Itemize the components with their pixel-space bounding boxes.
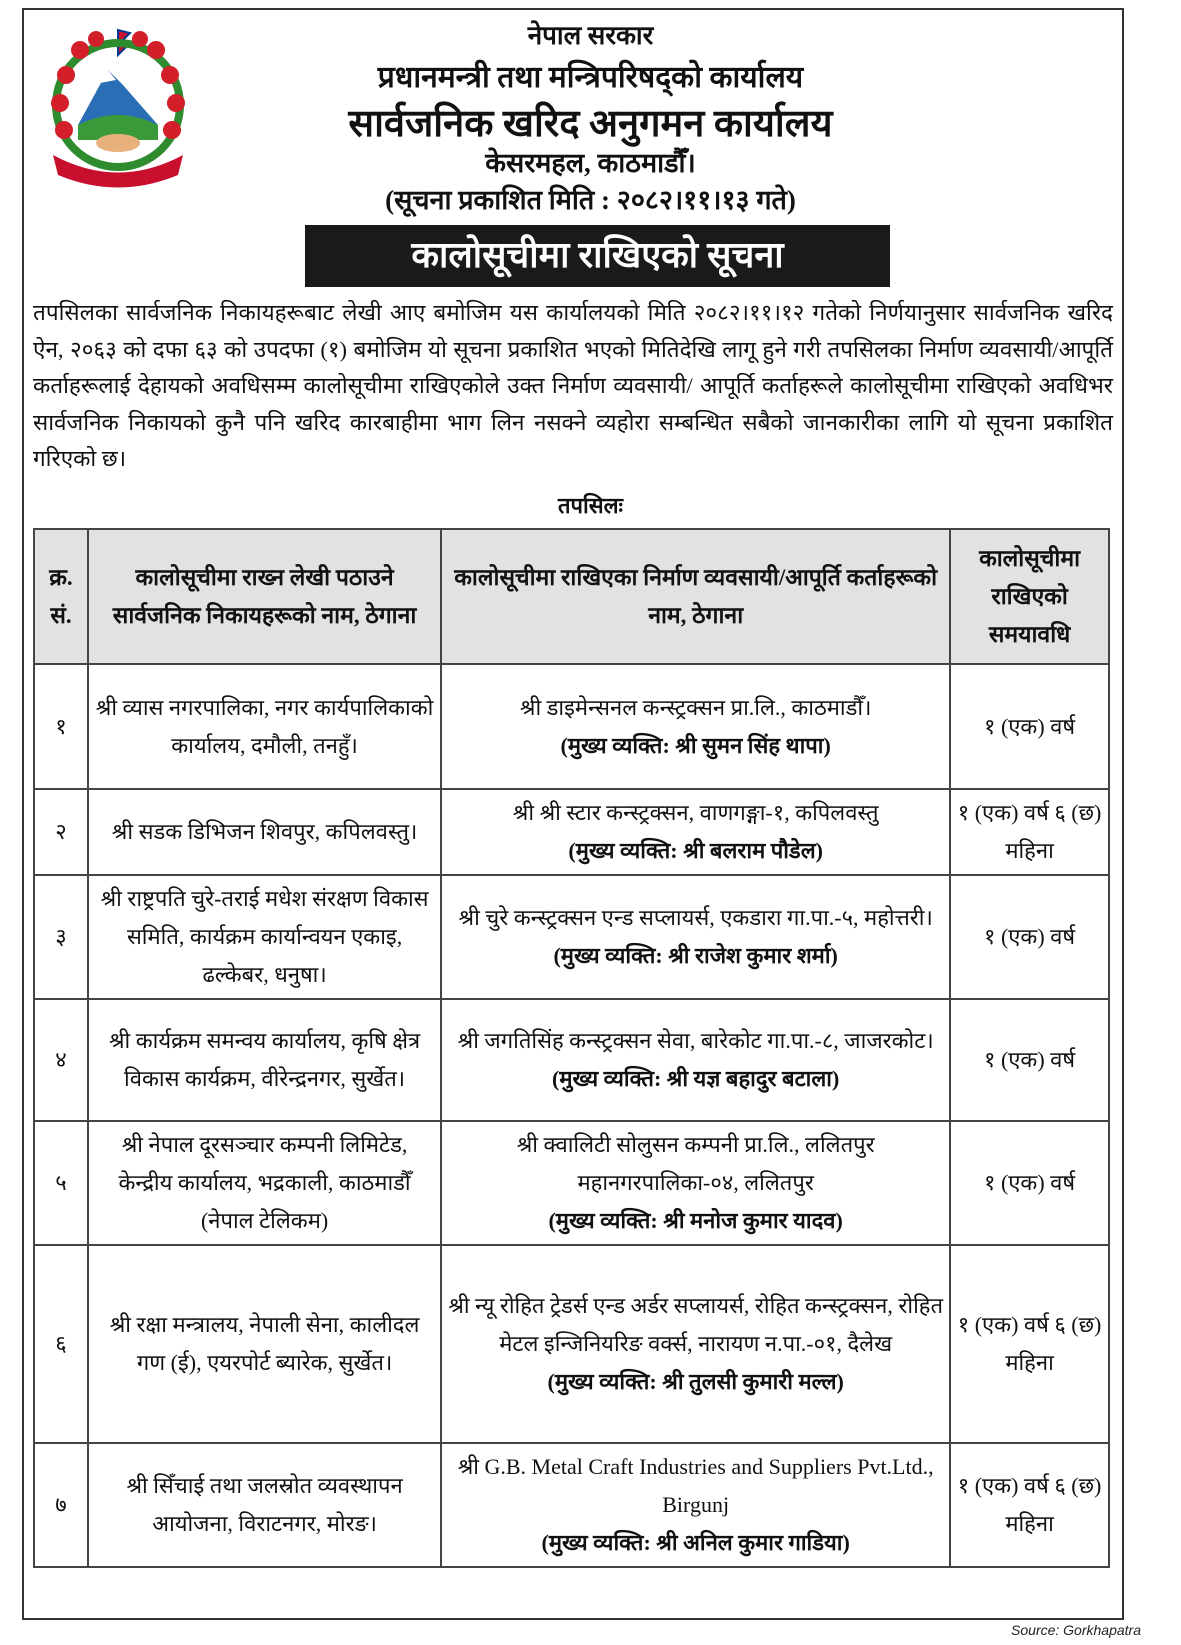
table-row — [34, 1121, 1109, 1245]
row-serial: ६ — [34, 1245, 88, 1443]
row-firm-cell — [441, 1121, 950, 1245]
row-firm-cell — [441, 999, 950, 1121]
table-row — [34, 999, 1109, 1121]
row-firm: श्री क्वालिटी सोलुसन कम्पनी प्रा.लि., ललितपुर महानगरपालिका-०४, ललितपुर — [516, 1132, 875, 1195]
table-header-row — [34, 529, 1109, 664]
table-row — [34, 1443, 1109, 1567]
row-firm: श्री डाइमेन्सनल कन्स्ट्रक्सन प्रा.लि., काठमाडौँ। — [519, 694, 872, 720]
row-firm: श्री G.B. Metal Craft Industries and Suppliers Pvt.Ltd., Birgunj — [457, 1454, 934, 1517]
row-firm: श्री न्यू रोहित ट्रेडर्स एन्ड अर्डर सप्लायर्स, रोहित कन्स्ट्रक्सन, रोहित मेटल इन्जिनियरिङ वर्क्स, नारायण न.पा.-०१, दैलेख — [448, 1293, 943, 1356]
row-entity: श्री सडक डिभिजन शिवपुर, कपिलवस्तु। — [88, 789, 441, 875]
row-key-person: (मुख्य व्यक्ति: श्री राजेश कुमार शर्मा) — [553, 943, 838, 968]
row-entity: श्री कार्यक्रम समन्वय कार्यालय, कृषि क्षेत्र विकास कार्यक्रम, वीरेन्द्रनगर, सुर्खेत। — [88, 999, 441, 1121]
table-row — [34, 875, 1109, 999]
table-row — [34, 664, 1109, 789]
row-serial: ३ — [34, 875, 88, 999]
row-firm: श्री चुरे कन्स्ट्रक्सन एन्ड सप्लायर्स, एकडारा गा.पा.-५, महोत्तरी। — [458, 905, 933, 930]
government-name: नेपाल सरकार — [527, 21, 654, 50]
publish-date: (सूचना प्रकाशित मिति : २०८२।११।१३ गते) — [385, 185, 796, 215]
table-row — [34, 789, 1109, 875]
row-serial: ७ — [34, 1443, 88, 1567]
header-firm: कालोसूचीमा राखिएका निर्माण व्यवसायी/आपूर्ति कर्ताहरूको नाम, ठेगाना — [441, 529, 950, 664]
ministry-name: प्रधानमन्त्री तथा मन्त्रिपरिषद्को कार्यालय — [377, 61, 804, 94]
row-entity: श्री व्यास नगरपालिका, नगर कार्यपालिकाको कार्यालय, दमौली, तनहुँ। — [88, 664, 441, 789]
row-firm: श्री जगतिसिंह कन्स्ट्रक्सन सेवा, बारेकोट गा.पा.-८, जाजरकोट। — [457, 1028, 934, 1053]
row-firm: श्री श्री स्टार कन्स्ट्रक्सन, वाणगङ्गा-१, कपिलवस्तु — [512, 800, 879, 825]
row-serial: २ — [34, 789, 88, 875]
row-entity: श्री रक्षा मन्त्रालय, नेपाली सेना, कालीदल गण (ई), एयरपोर्ट ब्यारेक, सुर्खेत। — [88, 1245, 441, 1443]
table-row — [34, 1245, 1109, 1443]
row-firm-cell — [441, 664, 950, 789]
office-name: सार्वजनिक खरिद अनुगमन कार्यालय — [348, 103, 833, 145]
row-period: १ (एक) वर्ष ६ (छ) महिना — [950, 1245, 1109, 1443]
row-key-person: (मुख्य व्यक्ति: श्री यज्ञ बहादुर बटाला) — [552, 1066, 840, 1091]
row-serial: १ — [34, 664, 88, 789]
row-period: १ (एक) वर्ष — [950, 999, 1109, 1121]
row-entity: श्री नेपाल दूरसञ्चार कम्पनी लिमिटेड, केन्द्रीय कार्यालय, भद्रकाली, काठमाडौँ (नेपाल टेलिकम) — [88, 1121, 441, 1245]
row-entity: श्री राष्ट्रपति चुरे-तराई मधेश संरक्षण विकास समिति, कार्यक्रम कार्यान्वयन एकाइ, ढल्केबर, धनुषा। — [88, 875, 441, 999]
row-key-person: (मुख्य व्यक्ति: श्री अनिल कुमार गाडिया) — [541, 1530, 850, 1555]
row-key-person: (मुख्य व्यक्ति: श्री तुलसी कुमारी मल्ल) — [547, 1369, 844, 1394]
row-key-person: (मुख्य व्यक्ति: श्री बलराम पौडेल) — [568, 838, 823, 863]
row-period: १ (एक) वर्ष ६ (छ) महिना — [950, 789, 1109, 875]
row-entity: श्री सिँचाई तथा जलस्रोत व्यवस्थापन आयोजना, विराटनगर, मोरङ। — [88, 1443, 441, 1567]
header-serial: क्र. सं. — [34, 529, 88, 664]
row-key-person: (मुख्य व्यक्ति: श्री मनोज कुमार यादव) — [548, 1208, 843, 1233]
office-address: केसरमहल, काठमाडौँ। — [485, 148, 696, 178]
row-period: १ (एक) वर्ष — [950, 664, 1109, 789]
row-serial: ४ — [34, 999, 88, 1121]
row-serial: ५ — [34, 1121, 88, 1245]
row-firm-cell — [441, 789, 950, 875]
blacklist-table — [33, 528, 1110, 1568]
row-period: १ (एक) वर्ष ६ (छ) महिना — [950, 1443, 1109, 1567]
notice-title: कालोसूचीमा राखिएको सूचना — [305, 225, 890, 287]
row-firm-cell — [441, 875, 950, 999]
row-period: १ (एक) वर्ष — [950, 1121, 1109, 1245]
row-period: १ (एक) वर्ष — [950, 875, 1109, 999]
row-firm-cell — [441, 1245, 950, 1443]
header-entity: कालोसूचीमा राख्न लेखी पठाउने सार्वजनिक निकायहरूको नाम, ठेगाना — [88, 529, 441, 664]
schedule-label: तपसिलः — [558, 493, 623, 518]
notice-body: तपसिलका सार्वजनिक निकायहरूबाट लेखी आए बमोजिम यस कार्यालयको मिति २०८२।११।१२ गतेको निर्णयानुसार सार्वजनिक खरिद ऐन, २०६३ को दफा ६३ को उपदफा (१) बमोजिम यो सूचना प्रकाशित भएको मितिदेखि लागू हुने गरी तपसिलका निर्माण व्यवसायी/आपूर्ति कर्ताहरूलाई देहायको अवधिसम्म कालोसूचीमा राखिएकोले उक्त निर्माण व्यवसायी/ आपूर्ति कर्ताहरूले कालोसूचीमा राखिएको अवधिभर सार्वजनिक निकायको कुनै पनि खरिद कारबाहीमा भाग लिन नसक्ने व्यहोरा सम्बन्धित सबैको जानकारीका लागि यो सूचना प्रकाशित गरिएको छ। — [33, 300, 1113, 471]
source-credit: Source: Gorkhapatra — [1011, 1622, 1141, 1638]
row-firm-cell — [441, 1443, 950, 1567]
header-period: कालोसूचीमा राखिएको समयावधि — [950, 529, 1109, 664]
row-key-person: (मुख्य व्यक्ति: श्री सुमन सिंह थापा) — [560, 732, 831, 758]
